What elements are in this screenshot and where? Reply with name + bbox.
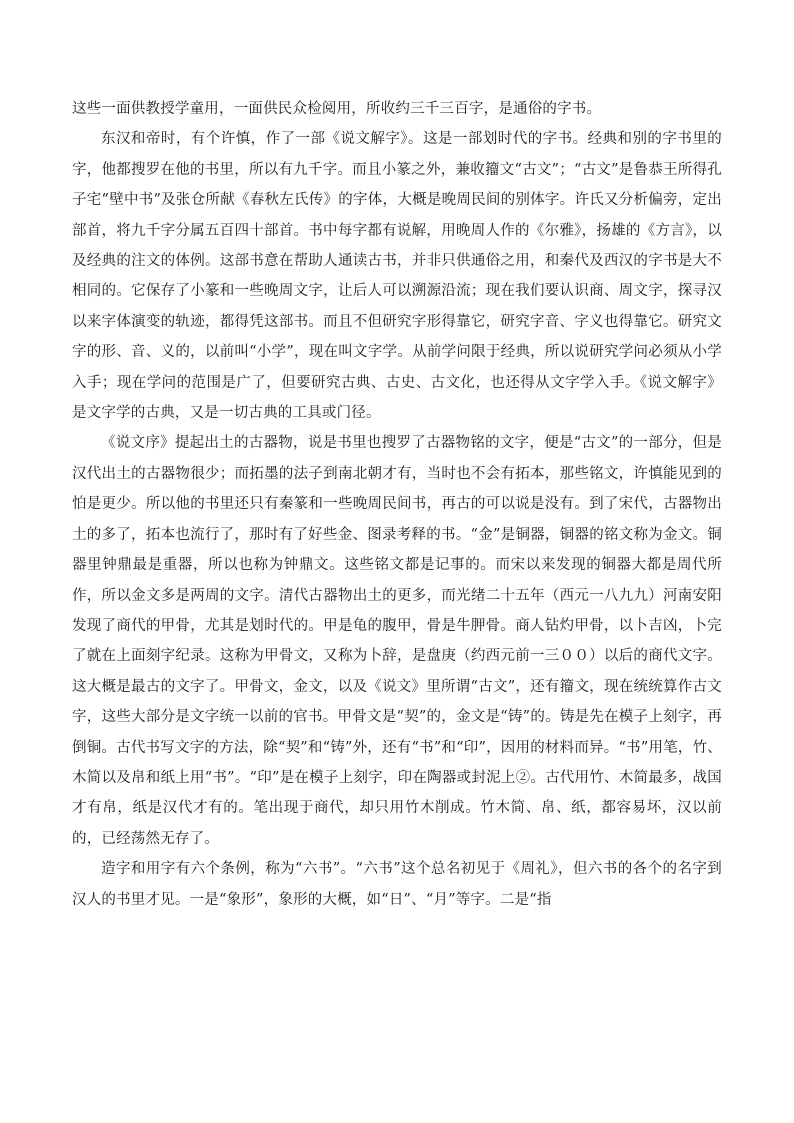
paragraph-2: 东汉和帝时，有个许慎，作了一部《说文解字》。这是一部划时代的字书。经典和别的字书里的字，他都搜罗在他的书里，所以有九千字。而且小篆之外，兼收籀文“古文”；“古文”是鲁恭王所得孔子宅“壁中书”及张仓所献《春秋左氏传》的字体，大概是晚周民间的别体字。许氏又分析偏旁，定出部首，将九千字分属五百四十部首。书中每字都有说解，用晚周人作的《尔雅》，扬雄的《方言》，以及经典的注文的体例。这部书意在帮助人通读古书，并非只供通俗之用，和秦代及西汉的字书是大不相同的。它保存了小篆和一些晚周文字，让后人可以溯源沿流；现在我们要认识商、周文字，探寻汉以来字体演变的轨迹，都得凭这部书。而且不但研究字形得靠它，研究字音、字义也得靠它。研究文字的形、音、义的，以前叫“小学”，现在叫文字学。从前学问限于经典，所以说研究学问必须从小学入手；现在学问的范围是广了，但要研究古典、古史、古文化，也还得从文字学入手。《说文解字》是文字学的古典，又是一切古典的工具或门径。 [72,131,722,422]
paragraph-4: 造字和用字有六个条例，称为“六书”。“六书”这个总名初见于《周礼》，但六书的各个的名字到汉人的书里才见。一是“象形”，象形的大概，如“日”、“月”等字。二是“指 [72,861,722,908]
document-page [72,94,722,915]
paragraph-3: 《说文序》提起出土的古器物，说是书里也搜罗了古器物铭的文字，便是“古文”的一部分，但是汉代出土的古器物很少；而拓墨的法子到南北朝才有，当时也不会有拓本，那些铭文，许慎能见到的怕是更少。所以他的书里还只有秦篆和一些晚周民间书，再古的可以说是没有。到了宋代，古器物出土的多了，拓本也流行了，那时有了好些金、图录考释的书。“金”是铜器，铜器的铭文称为金文。铜器里钟鼎最是重器，所以也称为钟鼎文。这些铭文都是记事的。而宋以来发现的铜器大都是周代所作，所以金文多是两周的文字。清代古器物出土的更多，而光绪二十五年（西元一八九九）河南安阳发现了商代的甲骨，尤其是划时代的。甲是龟的腹甲，骨是牛胛骨。商人钻灼甲骨，以卜吉凶，卜完了就在上面刻字纪录。这称为甲骨文，又称为卜辞，是盘庚（约西元前一三００）以后的商代文字。这大概是最古的文字了。甲骨文，金文，以及《说文》里所谓“古文”，还有籀文，现在统统算作古文字，这些大部分是文字统一以前的官书。甲骨文是“契”的，金文是“铸”的。铸是先在模子上刻字，再倒铜。古代书写文字的方法，除“契”和“铸”外，还有“书”和“印”，因用的材料而异。“书”用笔，竹、木简以及帛和纸上用“书”。“印”是在模子上刻字，印在陶器或封泥上②。古代用竹、木简最多，战国才有帛，纸是汉代才有的。笔出现于商代，却只用竹木削成。竹木简、帛、纸，都容易坏，汉以前的，已经荡然无存了。 [72,435,722,847]
paragraph-1: 这些一面供教授学童用，一面供民众检阅用，所收约三千三百字，是通俗的字书。 [72,101,602,117]
